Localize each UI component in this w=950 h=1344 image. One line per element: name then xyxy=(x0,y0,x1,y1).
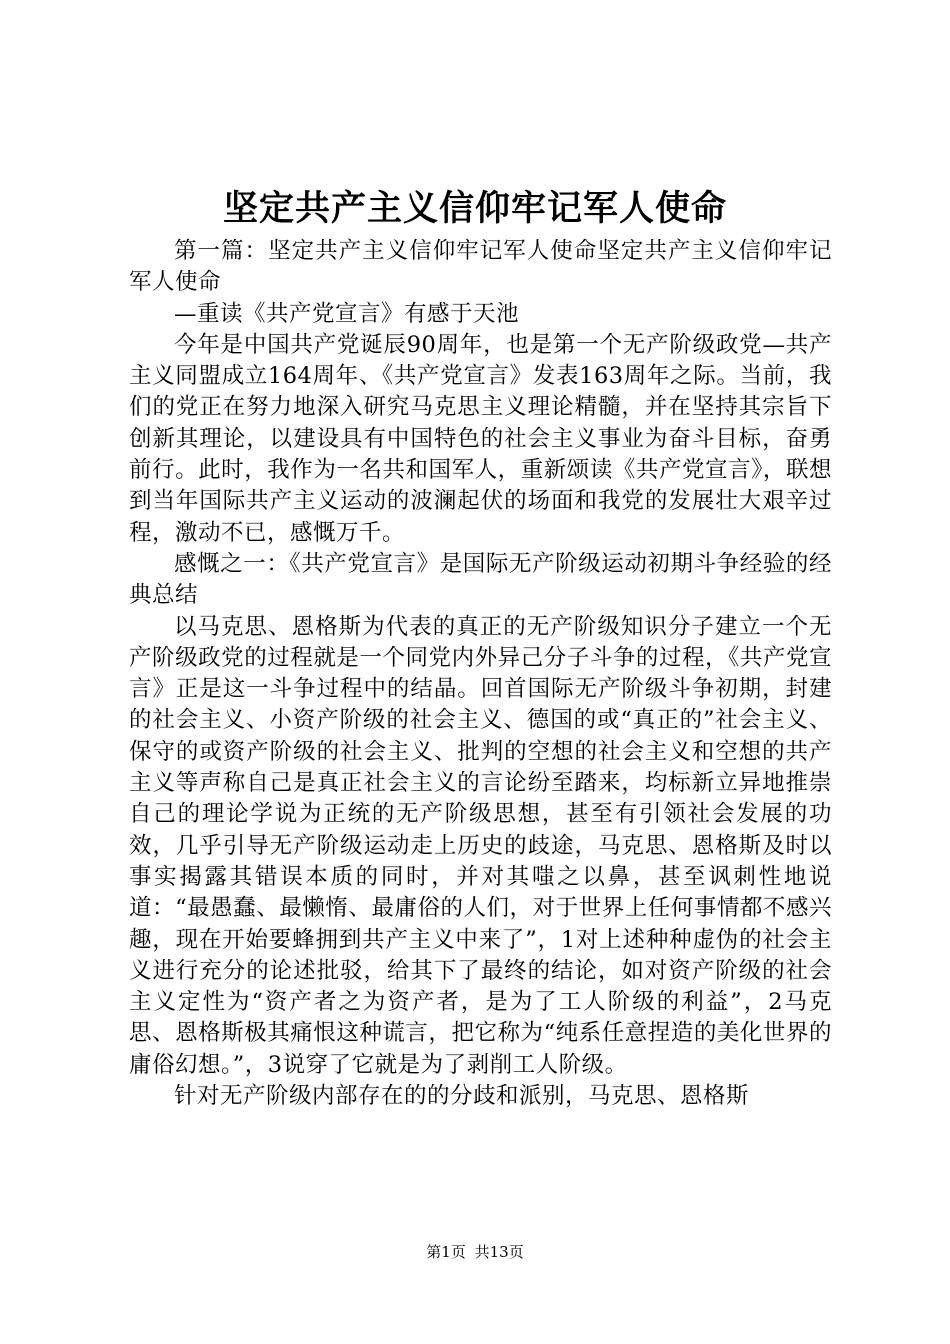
paragraph: 今年是中国共产党诞辰90周年，也是第一个无产阶级政党—共产主义同盟成立164周年、《共产党宣言》发表163周年之际。当前，我们的党正在努力地深入研究马克思主义理论精髓，并在坚持其宗旨下创新其理论，以建设具有中国特色的社会主义事业为奋斗目标，奋勇前行。此时，我作为一名共和国军人，重新颂读《共产党宣言》，联想到当年国际共产主义运动的波澜起伏的场面和我党的发展壮大艰辛过程，激动不已，感慨万千。 xyxy=(129,331,832,546)
page-number: 第1页 xyxy=(426,1243,466,1261)
paragraph-subtitle: —重读《共产党宣言》有感于天池 xyxy=(174,300,520,327)
document-body xyxy=(129,236,832,1112)
page-footer xyxy=(0,1240,950,1264)
paragraph-section-heading: 感慨之一：《共产党宣言》是国际无产阶级运动初期斗争经验的经典总结 xyxy=(129,550,832,609)
document-title: 坚定共产主义信仰牢记军人使命 xyxy=(222,188,727,229)
page-total: 共13页 xyxy=(474,1243,524,1261)
paragraph: 以马克思、恩格斯为代表的真正的无产阶级知识分子建立一个无产阶级政党的过程就是一个同党内外异己分子斗争的过程，《共产党宣言》正是这一斗争过程中的结晶。回首国际无产阶级斗争初期，封建的社会主义、小资产阶级的社会主义、德国的或“真正的”社会主义、保守的或资产阶级的社会主义、批判的空想的社会主义和空想的共产主义等声称自己是真正社会主义的言论纷至踏来，均标新立异地推崇自己的理论学说为正统的无产阶级思想，甚至有引领社会发展的功效，几乎引导无产阶级运动走上历史的歧途，马克思、恩格斯及时以事实揭露其错误本质的同时，并对其嗤之以鼻，甚至讽刺性地说道：“最愚蠢、最懒惰、最庸俗的人们，对于世界上任何事情都不感兴趣，现在开始要蜂拥到共产主义中来了”，1对上述种种虚伪的社会主义进行充分的论述批驳，给其下了最终的结论，如对资产阶级的社会主义定性为“资产者之为资产者，是为了工人阶级的利益”，2马克思、恩格斯极其痛恨这种谎言，把它称为“纯系任意捏造的美化世界的庸俗幻想。”，3说穿了它就是为了剥削工人阶级。 xyxy=(129,613,832,1078)
paragraph-heading: 第一篇：坚定共产主义信仰牢记军人使命坚定共产主义信仰牢记军人使命 xyxy=(129,238,832,296)
paragraph: 针对无产阶级内部存在的的分歧和派别，马克思、恩格斯 xyxy=(174,1083,750,1110)
